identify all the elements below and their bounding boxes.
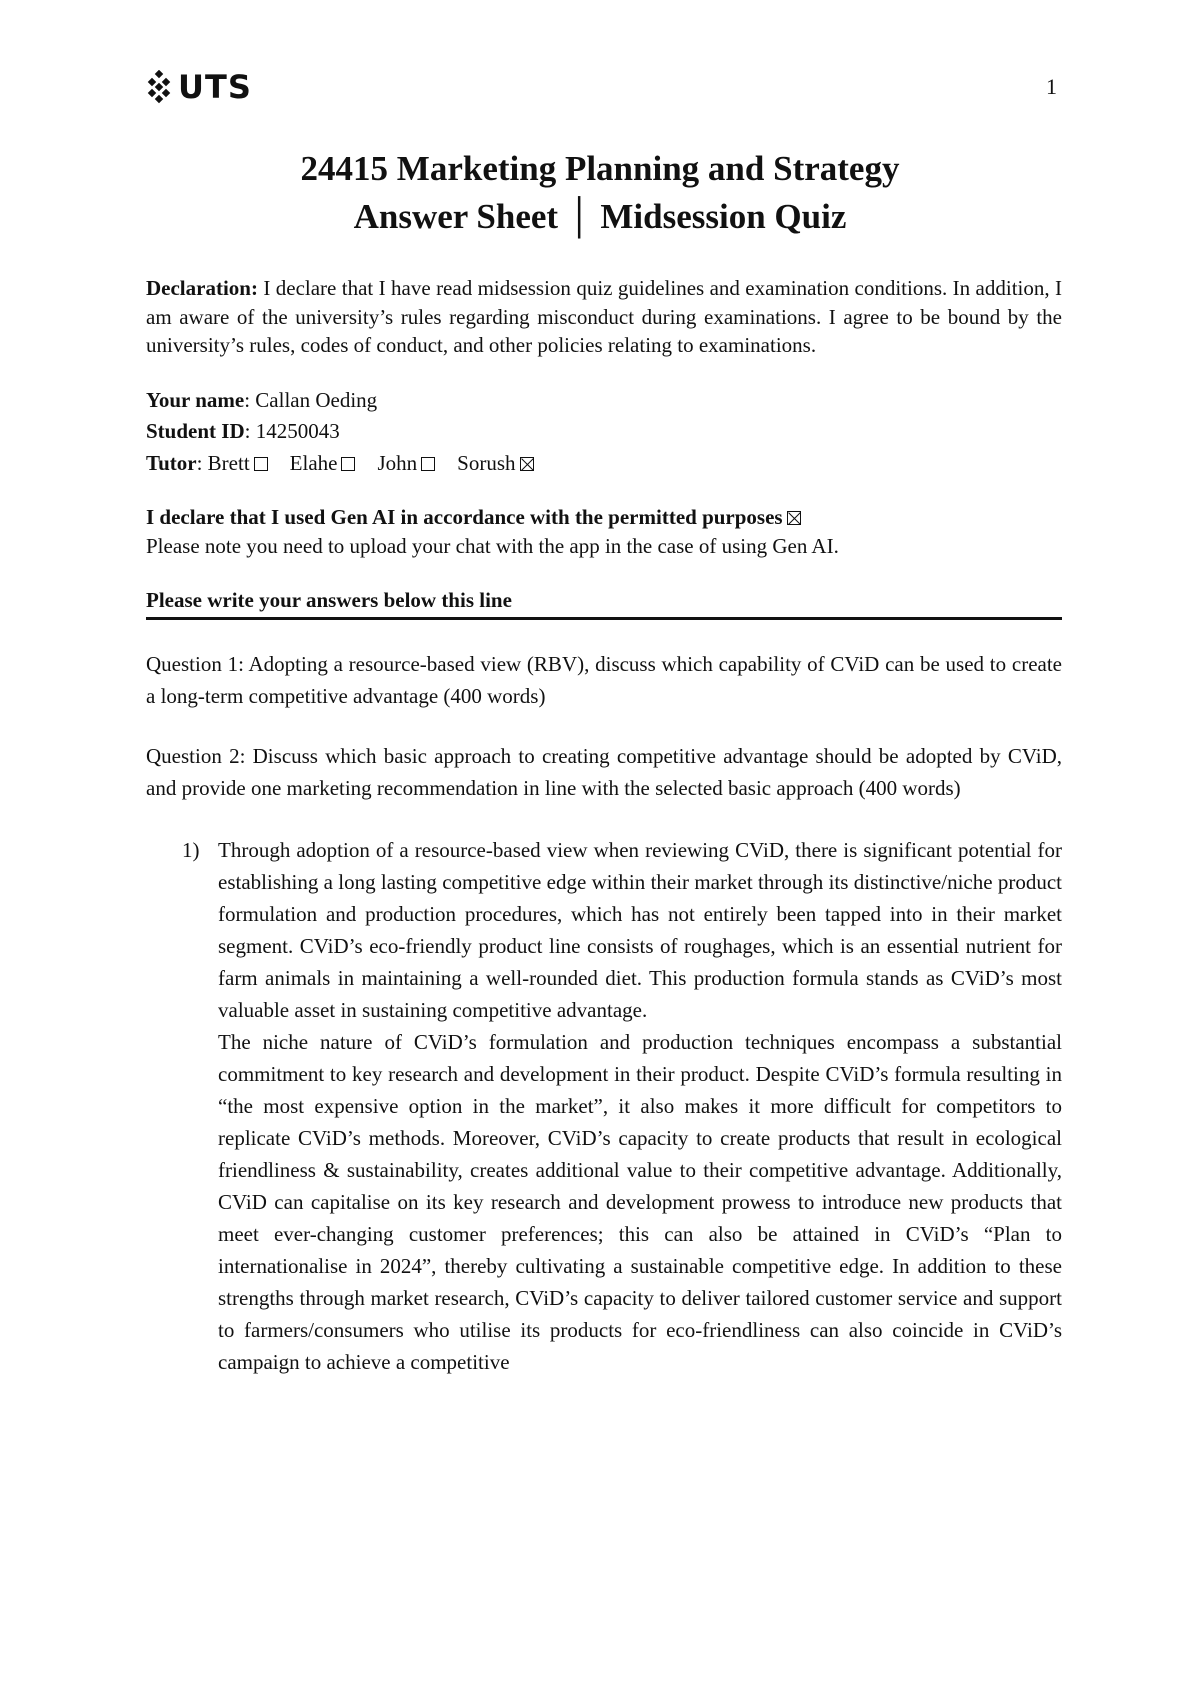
answer-1-paragraph-2: The niche nature of CViD’s formulation and production techniques encompass a substantial commitment to key research and development in their product. Despite CViD’s formula resulting in “the most expensive option in the market”, it also makes it more difficult for competitors to replicate CViD’s methods. Moreover, CViD’s capacity to create products that result in ecological friendliness & sustainability, creates additional value to their competitive advantage. Additionally, CViD can capitalise on its key research and development prowess to introduce new products that meet ever-changing customer preferences; this can also be attained in CViD’s “Plan to internationalise in 2024”, thereby cultivating a sustainable competitive edge. In addition to these strengths through market research, CViD’s capacity to deliver tailored customer service and support to farmers/consumers who utilise its products for eco-friendliness can also coincide in CViD’s campaign to achieve a competitive — [218, 1029, 1062, 1374]
genai-declaration: I declare that I used Gen AI in accordance with the permitted purposes — [146, 503, 1062, 532]
declaration-label: Declaration: — [146, 276, 258, 300]
answer-number: 1) — [182, 837, 200, 862]
uts-logo — [146, 68, 252, 106]
name-label: Your name — [146, 387, 245, 412]
page-number: 1 — [1046, 74, 1057, 99]
id-value: : 14250043 — [244, 419, 340, 443]
answer-1-paragraph-1: Through adoption of a resource-based view when reviewing CViD, there is significant potential for establishing a long lasting competitive edge within their market through its distinctive/niche product formulation and production procedures, which has not entirely been tapped into in their market segment. CViD’s eco-friendly product line consists of roughages, which is an essential nutrient for farm animals in maintaining a well-rounded diet. This production formula stands as CViD’s most valuable asset in sustaining competitive advantage. — [218, 837, 1062, 1022]
document-body — [146, 274, 1062, 1378]
id-label: Student ID — [146, 419, 245, 443]
tutor-option-brett: : Brett — [197, 451, 268, 475]
tutor-option-elahe: Elahe — [290, 451, 356, 475]
title-course: 24415 Marketing Planning and Strategy — [300, 149, 900, 188]
tutor-option-sorush: Sorush — [457, 451, 533, 475]
checkbox-elahe[interactable] — [341, 457, 355, 471]
checkbox-sorush[interactable] — [520, 457, 534, 471]
genai-note: Please note you need to upload your chat with the app in the case of using Gen AI. — [146, 533, 839, 558]
tutor-label: Tutor — [146, 450, 197, 475]
answer-1 — [146, 834, 1062, 1378]
checkbox-genai[interactable] — [787, 511, 801, 525]
answers-heading: Please write your answers below this line — [146, 586, 1062, 620]
question-1: Question 1: Adopting a resource-based view (RBV), discuss which capability of CViD can be used to create a long-term competitive advantage (400 words) — [146, 651, 1062, 708]
student-id-line — [146, 417, 1062, 446]
declaration-text: I declare that I have read midsession quiz guidelines and examination conditions. In addition, I am aware of the university’s rules regarding misconduct during examinations. I agree to be bound by the university’s rules, codes of conduct, and other policies relating to examinations. — [146, 276, 1062, 357]
title-sheet: Answer Sheet │ Midsession Quiz — [353, 197, 847, 236]
declaration-paragraph — [146, 274, 1062, 360]
question-2: Question 2: Discuss which basic approach to creating competitive advantage should be adopted by CViD, and provide one marketing recommendation in line with the selected basic approach (400 words) — [146, 743, 1062, 800]
checkbox-john[interactable] — [421, 457, 435, 471]
checkbox-brett[interactable] — [254, 457, 268, 471]
tutor-option-john: John — [377, 451, 435, 475]
name-value: : Callan Oeding — [244, 387, 378, 412]
student-name-line — [146, 386, 1062, 415]
logo-wordmark: UTS — [178, 68, 252, 106]
tutor-line — [146, 449, 1062, 478]
uts-crest-icon — [146, 70, 172, 104]
page-title — [0, 145, 1200, 241]
